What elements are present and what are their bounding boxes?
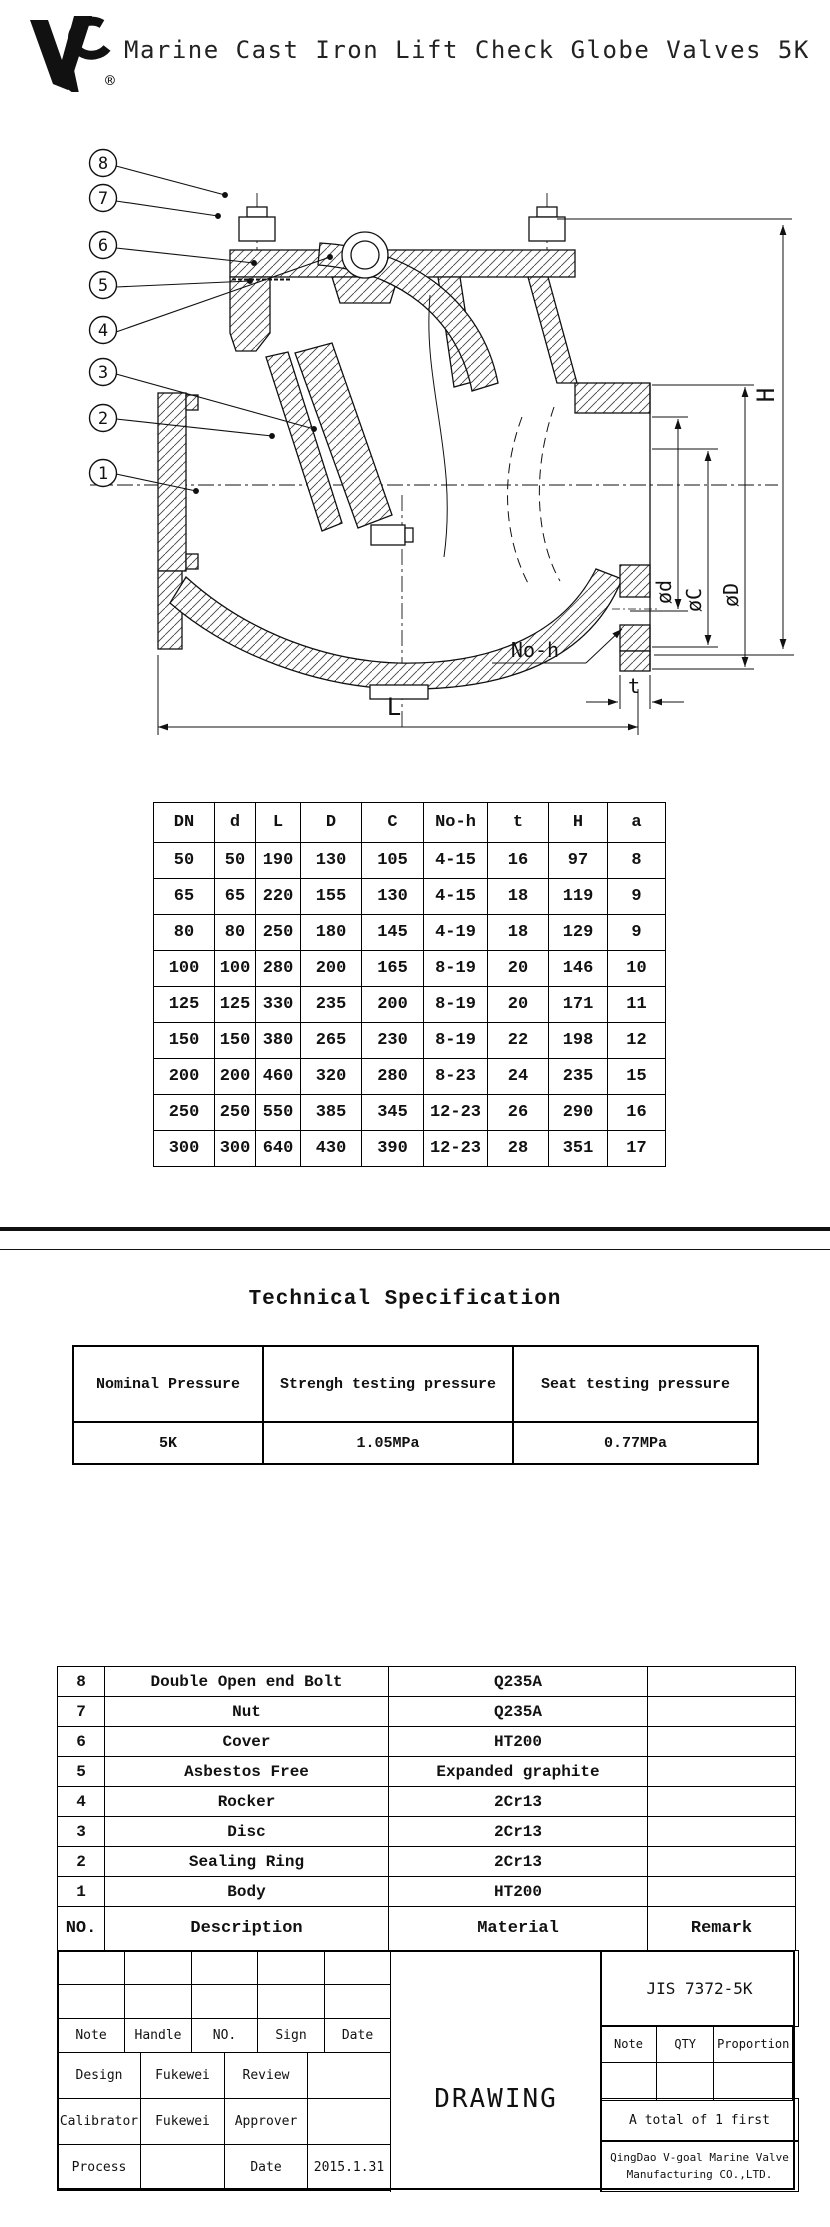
right-body-wall [528,277,577,383]
cell: 290 [549,1095,608,1131]
parts-row [58,1757,796,1787]
cell: 460 [256,1059,301,1095]
cell: 17 [608,1131,666,1167]
cell: 145 [362,915,424,951]
spec-table [72,1345,759,1465]
callout-5: 5 [97,276,109,296]
cell: 351 [549,1131,608,1167]
cell: 80 [154,915,215,951]
right-flange-lower-upper [620,565,650,597]
cell: 125 [154,987,215,1023]
cell: 12-23 [424,1095,488,1131]
parts-footer-header-row [58,1907,796,1951]
cell: 24 [488,1059,549,1095]
right-flange-top [575,383,650,413]
review-signer [308,2053,391,2099]
cell: 8-19 [424,1023,488,1059]
dim-label-dd: øD [719,582,743,608]
right-flange-lower-lower [620,625,650,651]
bolt2-cap [537,207,557,217]
cell: 250 [256,915,301,951]
hinge-pin-inner [351,241,379,269]
approver-label: Approver [225,2099,308,2145]
flow-line [429,295,447,557]
cell: 385 [301,1095,362,1131]
table-row [154,951,666,987]
dimensions-table [153,802,666,1167]
col-header: No-h [424,803,488,843]
qty-proportion-grid [600,2025,793,2101]
cell: 16 [488,843,549,879]
process-row [58,2145,391,2191]
parts-row [58,1817,796,1847]
cell: 20 [488,987,549,1023]
cell: 200 [301,951,362,987]
proportion-col-header: Proportion [714,2026,793,2063]
cell: 125 [215,987,256,1023]
spec-header-row [73,1346,758,1422]
cell: 550 [256,1095,301,1131]
part-remark [648,1667,796,1697]
left-flange-section [158,393,186,571]
cell: 20 [488,951,549,987]
cell: 100 [215,951,256,987]
drawing-title-cell [390,1950,602,2192]
cell: 330 [256,987,301,1023]
spec-header: Strengh testing pressure [263,1346,513,1422]
company-name-line2: Manufacturing CO.,LTD. [626,2168,773,2181]
date-value: 2015.1.31 [308,2145,391,2191]
part-no: 2 [58,1847,105,1877]
cell: 65 [215,879,256,915]
disc-nut-end [405,528,413,542]
part-material: HT200 [389,1877,648,1907]
cell: 4-15 [424,843,488,879]
title-block-approval-grid [57,2052,391,2191]
part-desc: Nut [105,1697,389,1727]
noh-arrow [586,629,622,663]
empty-row [58,1985,391,2019]
body-bottom-wall [170,569,622,689]
footer-header: Material [389,1907,648,1951]
col-header: H [549,803,608,843]
part-no: 8 [58,1667,105,1697]
part-material: 2Cr13 [389,1817,648,1847]
callout-7: 7 [97,189,109,209]
cell: 198 [549,1023,608,1059]
cell: 15 [608,1059,666,1095]
part-no: 7 [58,1697,105,1727]
sign-col-header: Handle [125,2019,192,2053]
sign-col-header: Date [325,2019,391,2053]
calibrator-row [58,2099,391,2145]
part-desc: Cover [105,1727,389,1757]
col-header: DN [154,803,215,843]
part-material: Expanded graphite [389,1757,648,1787]
dim-label-h: H [752,387,780,403]
cell: 4-15 [424,879,488,915]
part-no: 1 [58,1877,105,1907]
date-label: Date [225,2145,308,2191]
parts-row [58,1787,796,1817]
sign-col-header: NO. [192,2019,258,2053]
cell: 146 [549,951,608,987]
spec-value: 0.77MPa [513,1422,758,1464]
cell: 80 [215,915,256,951]
cell: 640 [256,1131,301,1167]
part-desc: Rocker [105,1787,389,1817]
col-header: t [488,803,549,843]
cell: 18 [488,915,549,951]
company-name-line1: QingDao V-goal Marine Valve [610,2151,789,2164]
sheet-total-text: A total of 1 first [629,2112,770,2128]
left-flange-tab-bottom [186,554,198,569]
qty-col-header: QTY [657,2026,714,2063]
cell: 65 [154,879,215,915]
disc-nut [371,525,405,545]
part-remark [648,1877,796,1907]
cell: 280 [256,951,301,987]
dim-label-l: L [386,693,402,721]
right-flange-foot [620,651,650,671]
registered-mark: ® [105,71,115,90]
table-row [154,879,666,915]
cell: 230 [362,1023,424,1059]
sign-col-header: Sign [258,2019,325,2053]
part-no: 6 [58,1727,105,1757]
design-signer: Fukewei [141,2053,225,2099]
spec-header: Nominal Pressure [73,1346,263,1422]
part-remark [648,1727,796,1757]
empty-row [601,2063,793,2101]
parts-row [58,1697,796,1727]
cell: 11 [608,987,666,1023]
parts-row [58,1727,796,1757]
cell: 12-23 [424,1131,488,1167]
part-material: Q235A [389,1667,648,1697]
parts-list-table [57,1666,796,1951]
design-row [58,2053,391,2099]
part-desc: Asbestos Free [105,1757,389,1787]
part-remark [648,1817,796,1847]
table-row [154,1131,666,1167]
parts-row [58,1877,796,1907]
footer-header: Remark [648,1907,796,1951]
cell: 22 [488,1023,549,1059]
table-row [154,987,666,1023]
cell: 200 [154,1059,215,1095]
dim-label-d: ød [652,579,676,605]
cell: 200 [215,1059,256,1095]
cell: 4-19 [424,915,488,951]
bolt1-cap [247,207,267,217]
cell: 10 [608,951,666,987]
page-title: Marine Cast Iron Lift Check Globe Valves 5K [124,36,810,64]
cell: 9 [608,879,666,915]
cell: 18 [488,879,549,915]
cell: 129 [549,915,608,951]
cell: 280 [362,1059,424,1095]
bore-dashed-2 [539,407,560,581]
company-cell [600,2140,799,2192]
cell: 28 [488,1131,549,1167]
title-block [57,1950,795,2190]
part-desc: Disc [105,1817,389,1847]
cell: 97 [549,843,608,879]
vgoal-logo [22,6,122,92]
cell: 165 [362,951,424,987]
calibrator-signer: Fukewei [141,2099,225,2145]
valve-section-drawing [30,95,810,745]
cell: 300 [215,1131,256,1167]
table-row [154,1095,666,1131]
col-header: C [362,803,424,843]
parts-row [58,1667,796,1697]
parts-row [58,1847,796,1877]
part-material: HT200 [389,1727,648,1757]
standard-cell [600,1950,799,2027]
review-label: Review [225,2053,308,2099]
bolt2-nut [529,217,565,241]
spec-value: 1.05MPa [263,1422,513,1464]
col-header: a [608,803,666,843]
cell: 50 [215,843,256,879]
table-row [154,1059,666,1095]
cell: 9 [608,915,666,951]
note-col-header: Note [601,2026,657,2063]
bolt1-nut [239,217,275,241]
part-material: Q235A [389,1697,648,1727]
part-no: 4 [58,1787,105,1817]
cell: 8-19 [424,987,488,1023]
callout-6: 6 [97,236,109,256]
bore-dashed-1 [508,417,530,587]
cell: 119 [549,879,608,915]
process-signer [141,2145,225,2191]
cell: 190 [256,843,301,879]
part-material: 2Cr13 [389,1787,648,1817]
dim-label-t: t [627,674,641,698]
table-row [154,915,666,951]
cell: 150 [215,1023,256,1059]
standard-number: JIS 7372-5K [646,1979,753,1998]
bonnet-left-wall [230,277,270,351]
cell: 100 [154,951,215,987]
cell: 150 [154,1023,215,1059]
col-header: d [215,803,256,843]
col-header: D [301,803,362,843]
drawing-title-label: DRAWING [434,2083,558,2114]
part-material: 2Cr13 [389,1847,648,1877]
qty-header-row [601,2026,793,2063]
cell: 250 [215,1095,256,1131]
part-no: 5 [58,1757,105,1787]
table-row [154,843,666,879]
process-label: Process [58,2145,141,2191]
cell: 130 [301,843,362,879]
thin-divider-rule [0,1249,830,1250]
cell: 105 [362,843,424,879]
cell: 8 [608,843,666,879]
callout-1: 1 [97,464,109,484]
cell: 8-23 [424,1059,488,1095]
part-remark [648,1787,796,1817]
cell: 180 [301,915,362,951]
cell: 200 [362,987,424,1023]
part-desc: Body [105,1877,389,1907]
spec-section-title: Technical Specification [248,1288,562,1311]
cell: 250 [154,1095,215,1131]
cell: 300 [154,1131,215,1167]
part-remark [648,1757,796,1787]
dim-label-c: øC [682,587,706,613]
cell: 16 [608,1095,666,1131]
callout-4: 4 [97,321,109,341]
left-flange-tab-top [186,395,198,410]
cell: 265 [301,1023,362,1059]
design-label: Design [58,2053,141,2099]
dim-label-noh: No-h [510,638,560,662]
part-no: 3 [58,1817,105,1847]
cell: 345 [362,1095,424,1131]
sign-col-header: Note [58,2019,125,2053]
title-block-left-grid [57,1950,391,2053]
footer-header: NO. [58,1907,105,1951]
cell: 171 [549,987,608,1023]
cell: 155 [301,879,362,915]
thick-divider-rule [0,1227,830,1231]
calibrator-label: Calibrator [58,2099,141,2145]
cell: 26 [488,1095,549,1131]
approver-signer [308,2099,391,2145]
callout-2: 2 [97,409,109,429]
cell: 235 [549,1059,608,1095]
callout-8: 8 [97,154,109,174]
cell: 12 [608,1023,666,1059]
cell: 235 [301,987,362,1023]
callout-3: 3 [97,363,109,383]
part-remark [648,1697,796,1727]
part-remark [648,1847,796,1877]
cell: 220 [256,879,301,915]
spec-value: 5K [73,1422,263,1464]
table-row [154,1023,666,1059]
empty-row [58,1951,391,1985]
cell: 8-19 [424,951,488,987]
cell: 430 [301,1131,362,1167]
cell: 390 [362,1131,424,1167]
part-desc: Sealing Ring [105,1847,389,1877]
footer-header: Description [105,1907,389,1951]
sheet-total-cell [600,2098,799,2142]
col-header: L [256,803,301,843]
cell: 320 [301,1059,362,1095]
sign-header-row [58,2019,391,2053]
part-desc: Double Open end Bolt [105,1667,389,1697]
cell: 50 [154,843,215,879]
dimensions-header-row [154,803,666,843]
spec-header: Seat testing pressure [513,1346,758,1422]
cell: 380 [256,1023,301,1059]
cell: 130 [362,879,424,915]
spec-value-row [73,1422,758,1464]
